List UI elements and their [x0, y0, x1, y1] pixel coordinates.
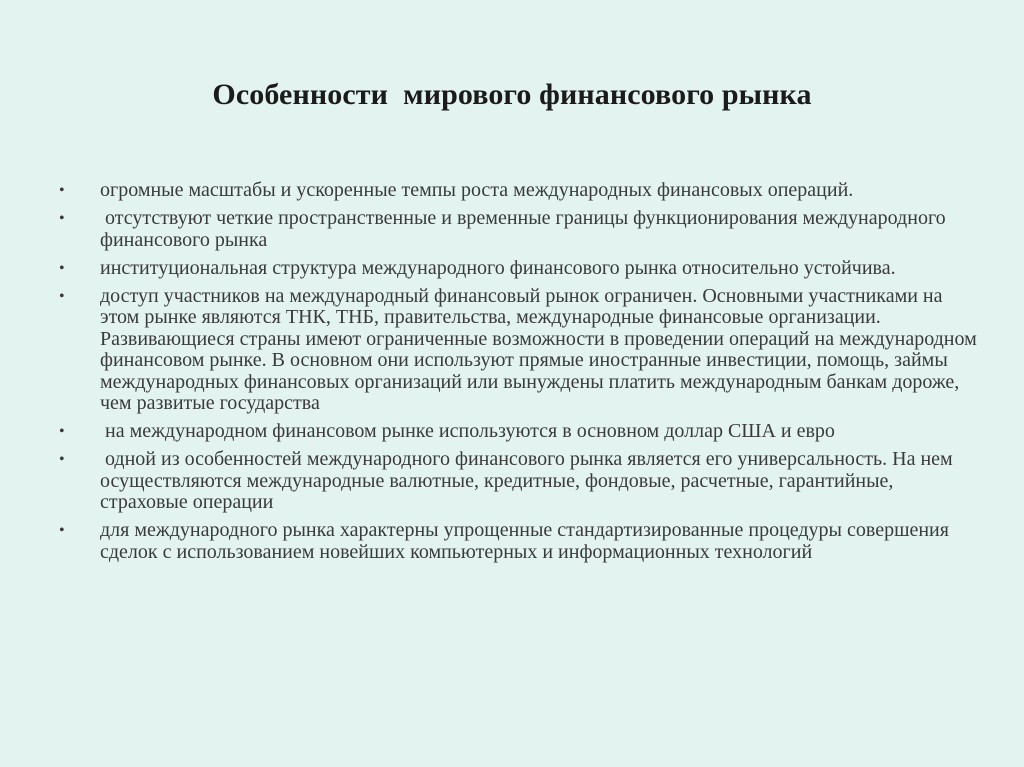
list-item [0, 421, 1024, 443]
list-item [0, 286, 1024, 415]
bullet-marker: • [59, 451, 65, 468]
slide-title: Особенности мирового финансового рынка [212, 78, 812, 111]
bullet-marker: • [59, 287, 65, 305]
bullet-marker: • [59, 182, 65, 199]
bullet-text: одной из особенностей международного финансового рынка является его универсальность. На нем осуществляются международные валютные, кредитные, фондовые, расчетные, гарантийные, страховые операции [100, 448, 958, 513]
list-item [0, 180, 1024, 202]
bullet-marker: • [59, 259, 65, 277]
bullet-text: институциональная структура международного финансового рынка относительно устойчива. [100, 256, 896, 279]
list-item [0, 208, 1024, 251]
bullet-text: на международном финансовом рынке используются в основном доллар США и евро [100, 420, 835, 442]
list-item [0, 449, 1024, 514]
bullet-marker: • [59, 210, 65, 227]
bullet-marker: • [59, 522, 65, 539]
bullet-marker: • [59, 423, 65, 440]
list-item [0, 520, 1024, 563]
bullet-text: доступ участников на международный финансовый рынок ограничен. Основными участниками на этом рынке являются ТНК, ТНБ, правительства, международные финансовые организации. Развивающиеся страны имеют ограниченные возможности в проведении операций на международном финансовом рынке. В основном они используют прямые иностранные инвестиции, помощь, займы международных финансовых организаций или вынуждены платить международным банкам дороже, чем развитые государства [100, 284, 982, 414]
bullet-list [0, 180, 1024, 570]
bullet-text: огромные масштабы и ускоренные темпы роста международных финансовых операций. [100, 179, 854, 201]
list-item [0, 258, 1024, 280]
bullet-text: отсутствуют четкие пространственные и временные границы функционирования международного финансового рынка [100, 207, 951, 251]
bullet-text: для международного рынка характерны упрощенные стандартизированные процедуры совершения сделок с использованием новейших компьютерных и информационных технологий [100, 519, 954, 563]
